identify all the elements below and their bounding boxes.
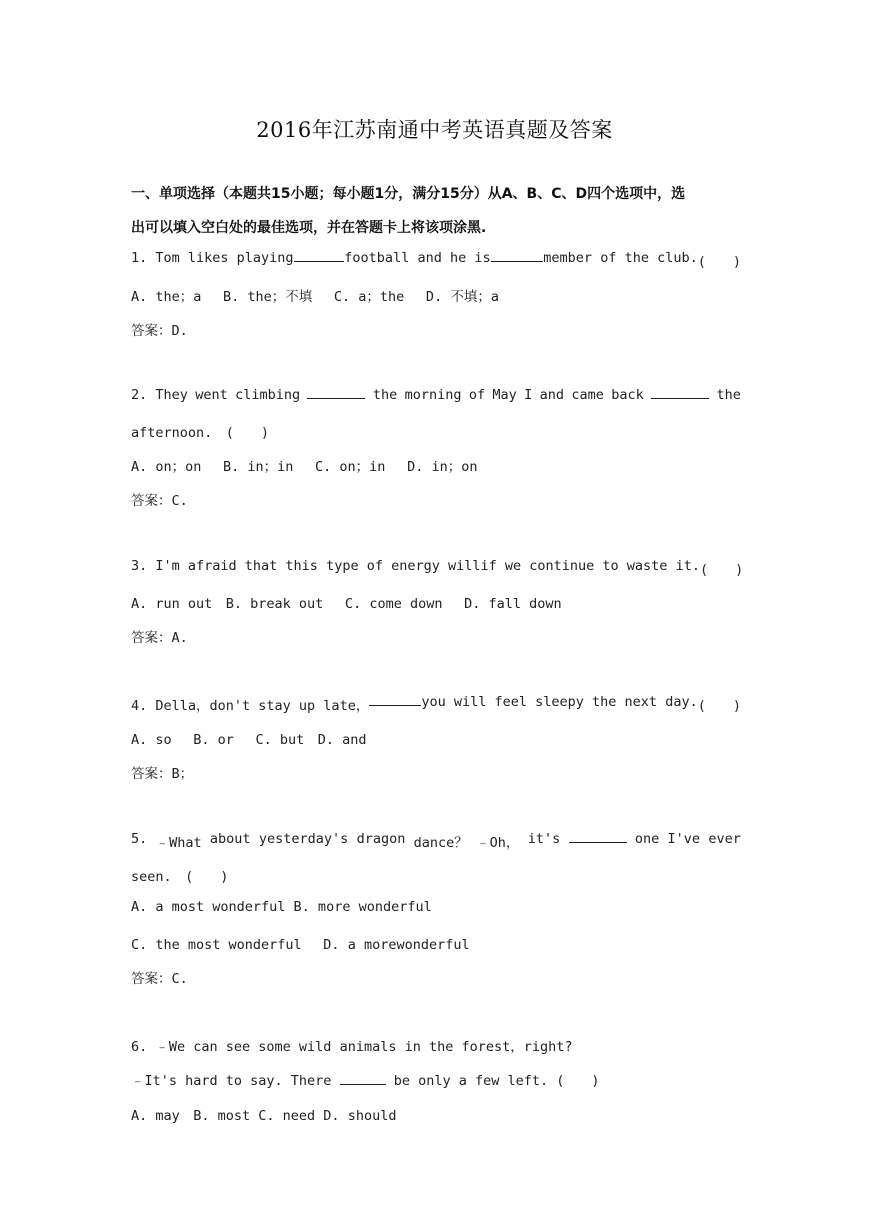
question-5-options-line-2: C. the most wonderful D. a morewonderful [131,937,470,953]
question-6-options: A. may B. most C. need D. should [131,1108,397,1124]
question-5-answer: 答案：C. [131,971,188,987]
question-2-answer: 答案：C. [131,493,188,509]
question-3-options: A. run out B. break out C. come down D. fall down [131,596,562,612]
answer-blank [294,250,345,262]
question-4-options: A. so B. or C. but D. and [131,732,367,748]
question-2-text-line-2: afternoon. ( ) [131,425,270,441]
question-4-answer: 答案：B； [131,766,194,782]
question-5-text: 5. ﹣What about yesterday's dragon dance？ ﹣Oh， it's one I've ever [131,831,741,851]
section-heading-line-2: 出可以填入空白处的最佳选项，并在答题卡上将该项涂黑. [131,220,487,236]
question-3-text: 3. I'm afraid that this type of energy will if we continue to waste it. ( ) [131,558,744,578]
answer-blank [307,387,365,399]
question-1-text: 1. Tom likes playing football and he is member of the club. ( ) [131,250,741,270]
answer-blank [651,387,709,399]
question-1-options: A. the；a B. the；不填 C. a；the D. 不填；a [131,289,499,305]
answer-blank [369,694,421,706]
question-5-text-line-2: seen. ( ) [131,869,229,885]
question-6-text-line-2: ﹣It's hard to say. There be only a few left. ( ) [131,1073,600,1089]
section-heading-line-1: 一、单项选择（本题共15小题；每小题1分，满分15分）从A、B、C、D四个选项中，选 [131,186,686,202]
answer-blank [340,1073,386,1085]
answer-blank [569,831,627,843]
question-2-options: A. on；on B. in；in C. on；in D. in；on [131,459,478,475]
answer-blank [491,250,544,262]
question-1-answer: 答案：D. [131,323,188,339]
question-3-answer: 答案：A. [131,630,188,646]
question-4-text: 4. Della，don't stay up late， you will feel sleepy the next day. ( ) [131,694,741,714]
question-2-text: 2. They went climbing the morning of May I and came back the [131,387,741,403]
question-5-options-line-1: A. a most wonderful B. more wonderful [131,899,432,915]
document-title: 2016年江苏南通中考英语真题及答案 [256,118,613,142]
question-6-text: 6. ﹣We can see some wild animals in the forest，right? [131,1039,573,1055]
